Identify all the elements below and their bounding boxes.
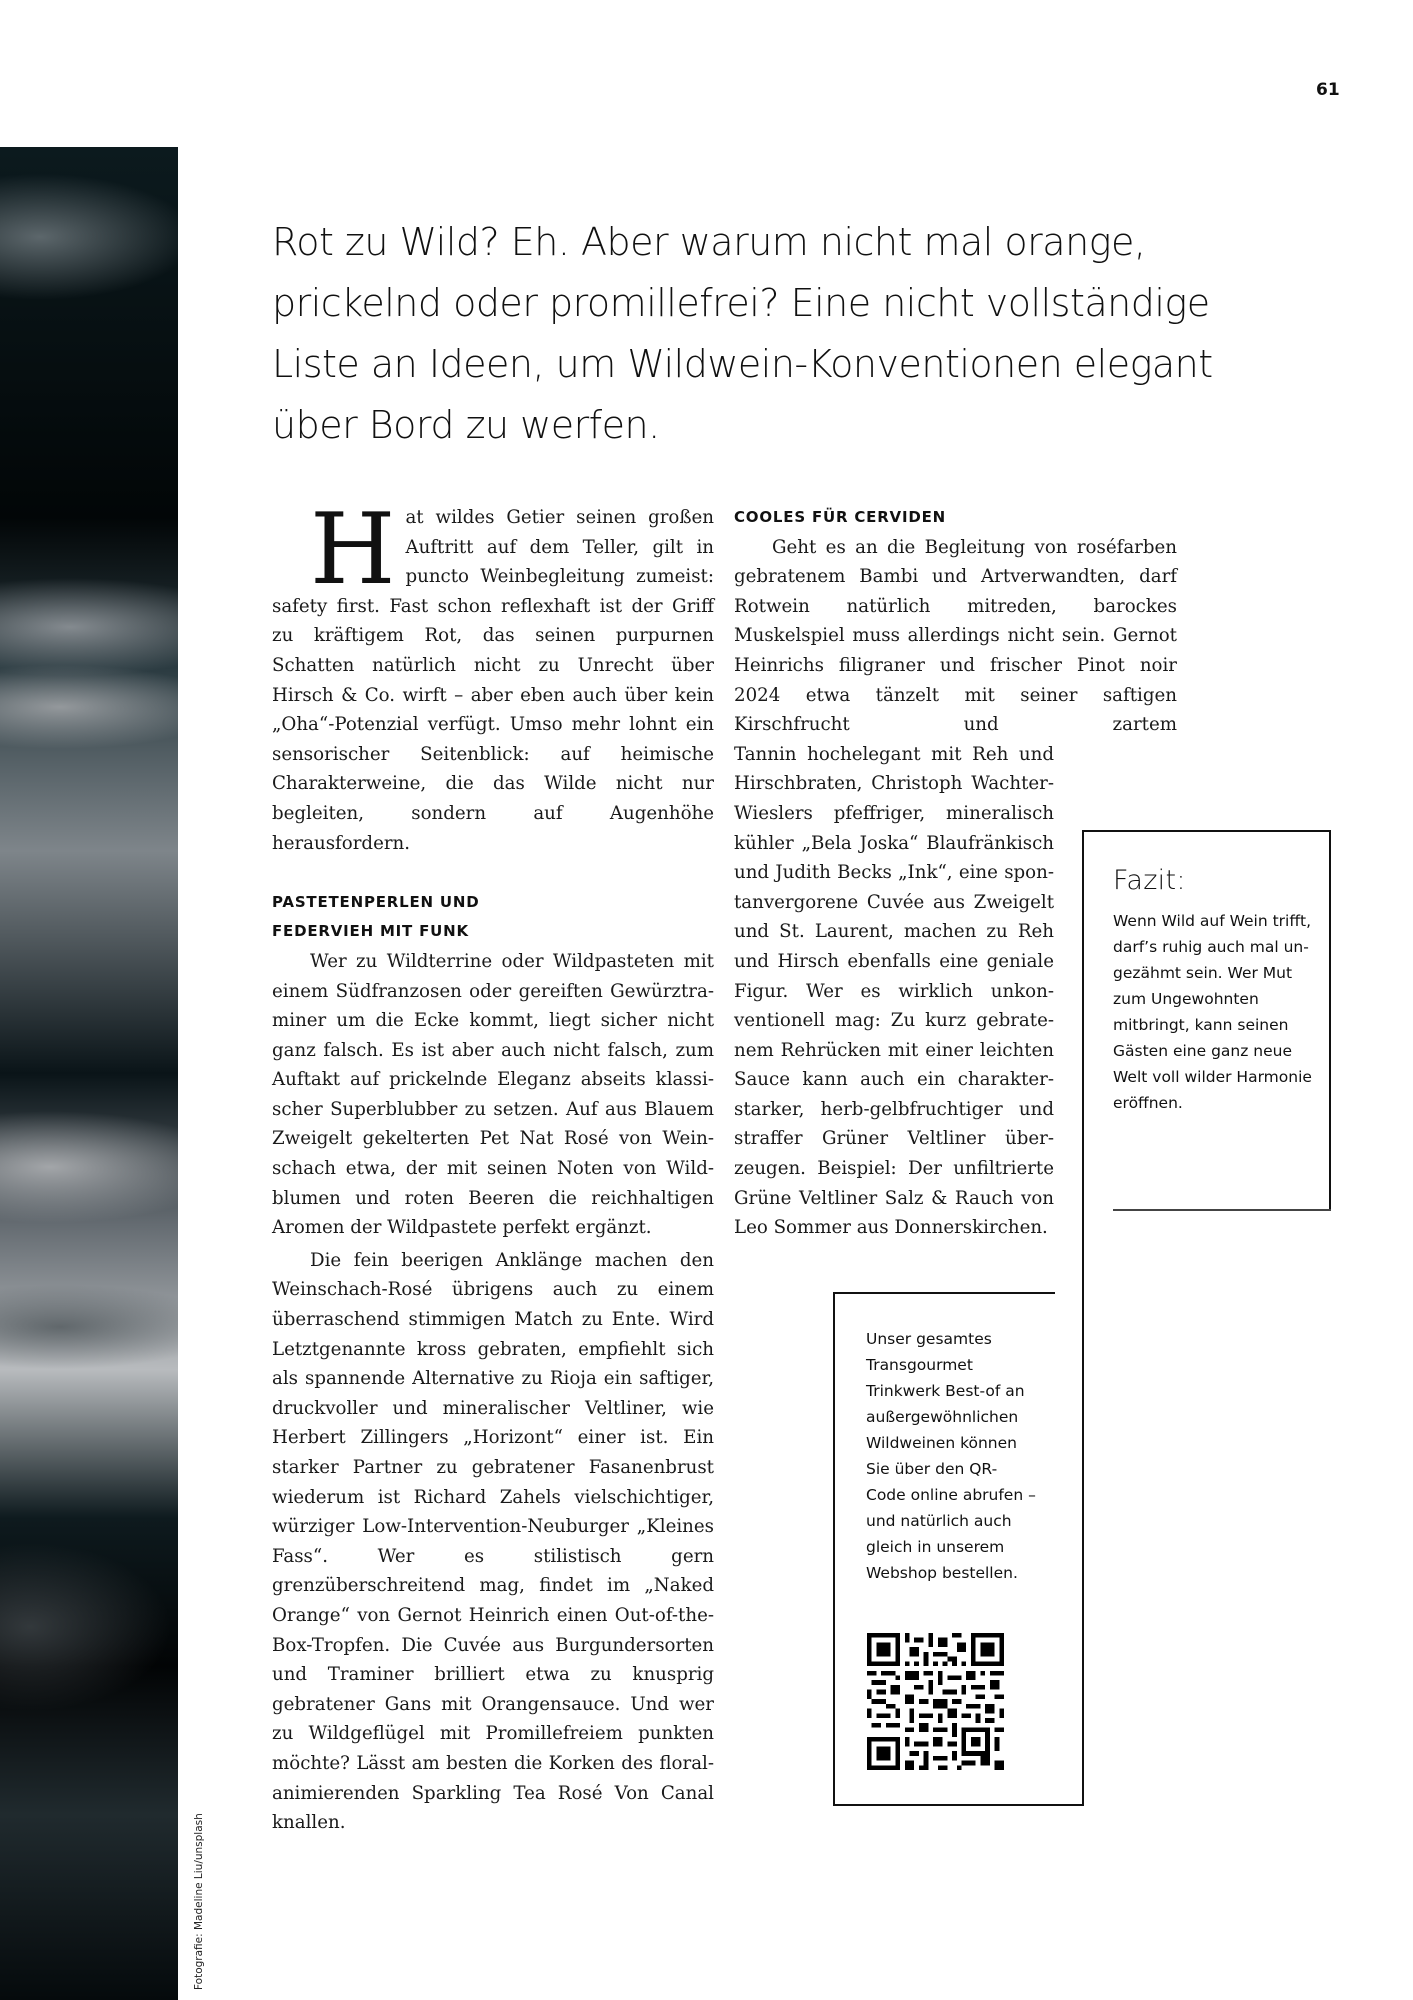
qr-box-left-border — [833, 1292, 835, 1806]
headline-line: über Bord zu werfen. — [272, 403, 660, 447]
article-column-right — [734, 503, 1177, 1243]
fazit-box-left-border — [1082, 830, 1084, 1806]
headline-line: Rot zu Wild? Eh. Aber warum nicht mal orange, — [272, 220, 1146, 264]
fazit-title: Fazit: — [1113, 865, 1186, 896]
intro-text: at wildes Getier seinen großen Auftritt auf dem Teller, gilt in puncto Weinbegleitung zumeist: safety first. Fast schon reflexhaft ist der Griff zu kräftigem Rot, das seinen purpurnen Schatten natürlich nicht zu Unrecht über Hirsch & Co. wirft – aber eben auch über kein „Oha“-Potenzial verfügt. Umso mehr lohnt ein sensorischer Seitenblick: auf heimische Charakterweine, die das Wilde nicht nur begleiten, sondern auf Augenhöhe herausfordern. — [272, 507, 714, 854]
section-heading-pastetenperlen: PASTETENPERLEN UND FEDERVIEH MIT FUNK — [272, 892, 480, 941]
fazit-box — [1113, 865, 1313, 1116]
intro-paragraph — [272, 493, 714, 858]
fazit-box-bottom-rule — [1113, 1209, 1331, 1211]
headline-line: Liste an Ideen, um Wildwein-Konventionen elegant — [272, 342, 1213, 386]
fazit-box-right-border — [1329, 830, 1331, 1210]
qr-code-graphic — [867, 1633, 1004, 1770]
photo-strip — [0, 147, 178, 2000]
drop-cap: H — [310, 493, 396, 607]
headline — [272, 212, 1232, 456]
qr-box-top-border — [833, 1292, 1055, 1294]
body-paragraph: Die fein beerigen Anklänge machen den Weinschach-Rosé übrigens auch zu einem überraschend stimmigen Match zu Ente. Wird Letztgenannte kross gebraten, empfiehlt sich als spannende Alternative zu Rioja ein saftiger, druckvoller und mineralischer Veltliner, wie Herbert Zillingers „Horizont“ einer ist. Ein starker Partner zu gebratener Fasanenbrust wiederum ist Richard Zahels vielschichtiger, würziger Low-Intervention-Neuburger „Kleines Fass“. Wer es stilistisch gern grenzüberschreitend mag, findet im „Naked Orange“ von Gernot Heinrich einen Out-of-the-Box-Tropfen. Die Cuvée aus Burgundersorten und Traminer brilliert etwa zu knusprig gebratener Gans mit Orangensauce. Und wer zu Wildgeflügel mit Promillefreiem punkten möchte? Lässt am besten die Korken des floral-animierenden Sparkling Tea Rosé Von Canal knallen. — [272, 1249, 714, 1834]
fazit-text: Wenn Wild auf Wein trifft, darf’s ruhig auch mal ungezähmt sein. Wer Mut zum Ungewohnten mitbringt, kann seinen Gästen eine ganz neue Welt voll wilder Harmonie eröffnen. — [1113, 912, 1312, 1112]
section-heading-cerviden: COOLES FÜR CERVIDEN — [734, 508, 946, 526]
qr-box-bottom-border — [833, 1804, 1084, 1806]
qr-box-text: Unser gesamtes Transgourmet Trinkwerk Best-of an außergewöhnlichen Wildweinen können Sie über den QR-Code online abrufen – und natürlich auch gleich in unserem Webshop bestellen. — [866, 1330, 1036, 1582]
fazit-box-top-border — [1082, 830, 1331, 832]
body-paragraph: Wer zu Wildterrine oder Wildpasteten mit einem Südfranzosen oder gereiften Gewürztraminer um die Ecke kommt, liegt sicher nicht ganz falsch. Es ist aber auch nicht falsch, zum Auftakt auf prickelnde Eleganz abseits klassischer Superblubber zu setzen. Auf aus Blauem Zweigelt gekelterten Pet Nat Rosé von Weinschach etwa, der mit seinen Noten von Wildblumen und roten Beeren die reichhaltigen Aromen der Wildpastete perfekt ergänzt. — [272, 950, 714, 1239]
body-paragraph: Tannin hochelegant mit Reh und Hirschbraten, Christoph Wachter-Wieslers pfeffriger, mineralisch kühler „Bela Joska“ Blaufränkisch und Judith Becks „Ink“, eine spontanvergorene Cuvée aus Zweigelt und St. Laurent, machen zu Reh und Hirsch ebenfalls eine geniale Figur. Wer es wirklich unkonventionell mag: Zu kurz gebratenem Rehrücken mit einer leichten Sauce kann auch ein charakterstarker, herb-gelbfruchtiger und straffer Grüner Veltliner überzeugen. Beispiel: Der unfiltrierte Grüne Veltliner Salz & Rauch von Leo Sommer aus Donnerskirchen. — [734, 743, 1054, 1239]
page-number: 61 — [1316, 80, 1340, 100]
article-column-left — [272, 493, 714, 1838]
headline-line: prickelnd oder promillefrei? Eine nicht vollständige — [272, 281, 1210, 325]
body-paragraph: Geht es an die Begleitung von roséfarben gebratenem Bambi und Artverwandten, darf Rotwein natürlich mitreden, barockes Muskelspiel muss allerdings nicht sein. Gernot Heinrichs filigraner und frischer Pinot noir 2024 etwa tänzelt mit seiner saftigen Kirschfrucht und zartem — [734, 536, 1177, 736]
photo-credit: Fotografie: Madeline Liu/unsplash — [193, 1813, 205, 1990]
qr-code-icon[interactable] — [867, 1633, 1004, 1770]
